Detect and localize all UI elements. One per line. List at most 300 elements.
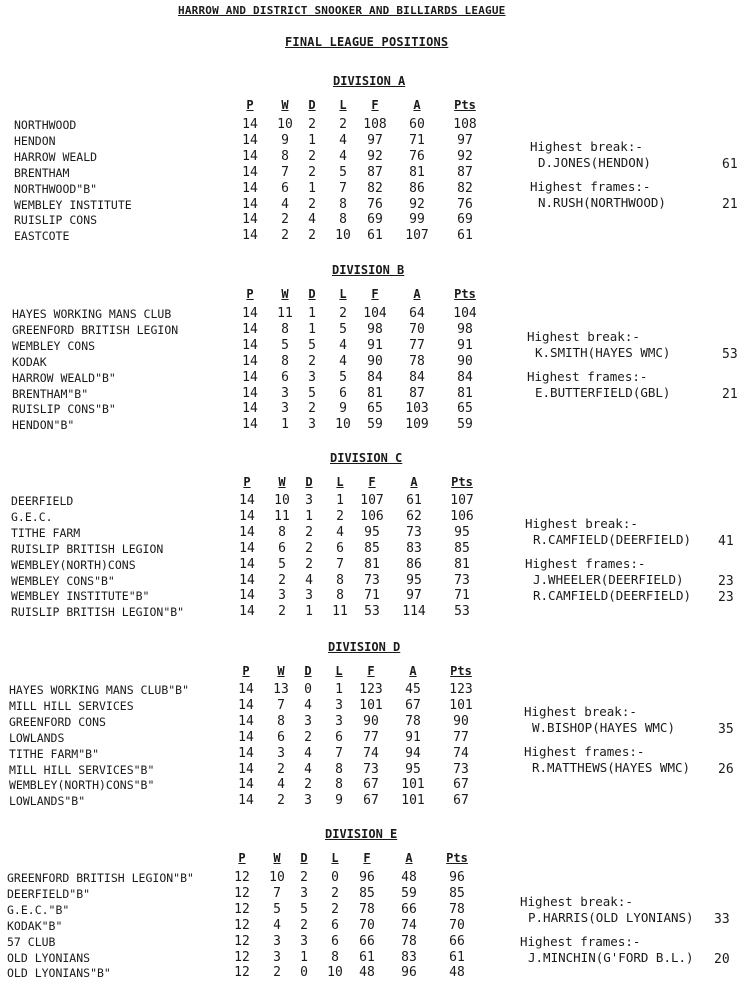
stat-f: 106	[360, 508, 384, 524]
stat-w: 9	[281, 132, 289, 148]
team-name: HAYES WORKING MANS CLUB"B"	[9, 683, 190, 697]
stat-l: 1	[335, 682, 343, 697]
stat-w: 3	[281, 401, 289, 417]
stat-w: 2	[277, 761, 285, 777]
stat-f: 53	[364, 604, 380, 620]
stat-l: 4	[339, 148, 347, 164]
stat-p: 14	[242, 417, 258, 433]
highest-break-player: D.JONES(HENDON)	[538, 155, 651, 170]
stat-a: 77	[409, 337, 425, 353]
highest-break-player: K.SMITH(HAYES WMC)	[535, 345, 671, 360]
stat-a: 61	[406, 493, 422, 508]
stat-p: 14	[239, 588, 255, 604]
highest-break-player: P.HARRIS(OLD LYONIANS)	[528, 910, 694, 925]
stat-w: 7	[281, 164, 289, 180]
stat-p: 14	[239, 604, 255, 620]
stat-f: 82	[367, 180, 383, 196]
stat-w: 4	[281, 196, 289, 212]
stat-l: 6	[336, 540, 344, 556]
team-name: HENDON"B"	[12, 418, 75, 433]
stat-l: 11	[332, 604, 348, 620]
stat-d: 4	[304, 761, 312, 777]
stat-l: 5	[339, 164, 347, 180]
stat-f: 81	[364, 556, 380, 572]
team-name: HAYES WORKING MANS CLUB	[12, 307, 172, 321]
stat-pts: 91	[457, 337, 473, 353]
stat-d: 1	[308, 180, 316, 196]
stat-l: 4	[339, 353, 347, 369]
stat-d: 1	[305, 508, 313, 524]
column-header-w: W	[281, 287, 289, 301]
stat-pts: 81	[457, 385, 473, 401]
column-header-pts: Pts	[454, 98, 476, 112]
stat-pts: 81	[454, 556, 470, 572]
team-name: 57 CLUB	[7, 934, 56, 949]
team-name: WEMBLEY CONS"B"	[11, 573, 115, 588]
stat-l: 5	[339, 369, 347, 385]
stat-pts: 85	[454, 540, 470, 556]
column-header-d: D	[305, 475, 313, 489]
stat-p: 14	[239, 572, 255, 588]
stat-pts: 106	[450, 508, 474, 524]
stat-w: 7	[273, 885, 281, 901]
stat-l: 10	[335, 417, 351, 433]
highest-frames-label: Highest frames:-	[524, 744, 645, 759]
stat-a: 66	[401, 901, 417, 917]
stat-w: 6	[281, 369, 289, 385]
column-header-d: D	[308, 287, 316, 301]
stat-l: 6	[335, 729, 343, 745]
stat-l: 8	[336, 572, 344, 588]
stat-p: 14	[242, 117, 258, 132]
stat-a: 101	[401, 777, 425, 793]
stat-l: 8	[331, 949, 339, 965]
stat-l: 8	[339, 212, 347, 228]
stat-l: 4	[336, 524, 344, 540]
stat-w: 4	[273, 917, 281, 933]
stat-f: 87	[367, 164, 383, 180]
stat-pts: 61	[449, 949, 465, 965]
stat-pts: 107	[450, 493, 474, 508]
stat-w: 2	[278, 604, 286, 620]
stat-p: 12	[234, 965, 250, 981]
stat-p: 14	[238, 682, 254, 697]
stat-p: 14	[242, 180, 258, 196]
stat-a: 73	[406, 524, 422, 540]
stat-w: 4	[277, 777, 285, 793]
highest-frames-value: 23	[718, 574, 734, 589]
stat-p: 14	[242, 212, 258, 228]
team-name: BRENTHAM	[14, 165, 70, 180]
stat-pts: 77	[453, 729, 469, 745]
column-header-l: L	[335, 664, 343, 678]
stat-pts: 67	[453, 793, 469, 809]
stat-p: 14	[239, 556, 255, 572]
stat-d: 5	[308, 337, 316, 353]
stat-a: 109	[405, 417, 429, 433]
stat-a: 103	[405, 401, 429, 417]
stat-w: 5	[278, 556, 286, 572]
stat-f: 67	[363, 793, 379, 809]
highest-frames-value: 20	[714, 952, 730, 967]
stat-l: 5	[339, 321, 347, 337]
stat-p: 14	[239, 540, 255, 556]
stat-w: 2	[278, 572, 286, 588]
stat-d: 2	[300, 870, 308, 885]
highest-break-label: Highest break:-	[530, 139, 643, 154]
stat-f: 77	[363, 729, 379, 745]
stat-pts: 85	[449, 885, 465, 901]
team-name: NORTHWOOD"B"	[14, 181, 98, 196]
team-name: WEMBLEY(NORTH)CONS	[11, 557, 136, 572]
stat-d: 2	[308, 353, 316, 369]
stat-l: 6	[331, 917, 339, 933]
stat-a: 107	[405, 228, 429, 244]
stat-a: 83	[406, 540, 422, 556]
stat-pts: 65	[457, 401, 473, 417]
highest-break-player: W.BISHOP(HAYES WMC)	[532, 720, 675, 735]
stat-d: 2	[308, 164, 316, 180]
column-header-a: A	[405, 851, 413, 865]
stat-w: 6	[277, 729, 285, 745]
stat-pts: 73	[454, 572, 470, 588]
stat-pts: 73	[453, 761, 469, 777]
team-name: G.E.C.	[11, 509, 53, 524]
stat-pts: 59	[457, 417, 473, 433]
stat-d: 0	[304, 682, 312, 697]
stat-d: 1	[300, 949, 308, 965]
highest-break-value: 35	[718, 722, 734, 737]
team-name: KODAK	[12, 354, 47, 369]
stat-a: 97	[406, 588, 422, 604]
stat-l: 2	[339, 306, 347, 321]
stat-p: 12	[234, 949, 250, 965]
stat-w: 8	[281, 148, 289, 164]
stat-l: 4	[339, 337, 347, 353]
column-header-p: P	[243, 475, 251, 489]
highest-frames-label: Highest frames:-	[527, 369, 648, 384]
team-name: RUISLIP BRITISH LEGION	[11, 541, 164, 556]
highest-break-value: 53	[722, 347, 738, 362]
stat-a: 45	[405, 682, 421, 697]
stat-f: 92	[367, 148, 383, 164]
stat-p: 14	[242, 164, 258, 180]
stat-f: 84	[367, 369, 383, 385]
stat-a: 101	[401, 793, 425, 809]
stat-l: 2	[336, 508, 344, 524]
stat-pts: 70	[449, 917, 465, 933]
stat-f: 61	[367, 228, 383, 244]
stat-p: 14	[238, 745, 254, 761]
stat-d: 3	[304, 793, 312, 809]
stat-f: 90	[367, 353, 383, 369]
team-name: RUISLIP BRITISH LEGION"B"	[11, 605, 185, 620]
column-header-f: F	[371, 98, 379, 112]
stat-p: 14	[238, 729, 254, 745]
highest-frames-value: 21	[722, 387, 738, 402]
column-header-pts: Pts	[454, 287, 476, 301]
stat-l: 8	[336, 588, 344, 604]
division-heading: DIVISION E	[325, 827, 398, 841]
stat-p: 12	[234, 870, 250, 885]
stat-d: 2	[305, 524, 313, 540]
stat-w: 3	[278, 588, 286, 604]
stat-l: 0	[331, 870, 339, 885]
stat-w: 8	[281, 353, 289, 369]
stat-w: 11	[277, 306, 293, 321]
team-name: TITHE FARM"B"	[9, 746, 100, 761]
stat-pts: 84	[457, 369, 473, 385]
stat-l: 7	[336, 556, 344, 572]
column-header-w: W	[278, 475, 286, 489]
stat-f: 66	[359, 933, 375, 949]
stat-p: 14	[238, 777, 254, 793]
stat-a: 99	[409, 212, 425, 228]
stat-d: 2	[308, 148, 316, 164]
stat-w: 3	[273, 933, 281, 949]
highest-break-value: 33	[714, 912, 730, 927]
stat-a: 91	[405, 729, 421, 745]
stat-l: 9	[339, 401, 347, 417]
highest-frames-label: Highest frames:-	[530, 179, 651, 194]
stat-f: 91	[367, 337, 383, 353]
column-header-pts: Pts	[451, 475, 473, 489]
column-header-f: F	[368, 475, 376, 489]
stat-pts: 96	[449, 870, 465, 885]
stat-d: 2	[305, 540, 313, 556]
document-title: HARROW AND DISTRICT SNOOKER AND BILLIARDS LEAGUE	[178, 4, 506, 17]
stat-p: 14	[242, 228, 258, 244]
column-header-a: A	[413, 98, 421, 112]
stat-d: 5	[308, 385, 316, 401]
stat-f: 61	[359, 949, 375, 965]
highest-frames-player: E.BUTTERFIELD(GBL)	[535, 385, 671, 400]
stat-f: 74	[363, 745, 379, 761]
stat-p: 14	[238, 793, 254, 809]
stat-f: 85	[359, 885, 375, 901]
highest-frames-player: R.MATTHEWS(HAYES WMC)	[532, 760, 691, 775]
highest-break-player: R.CAMFIELD(DEERFIELD)	[533, 532, 692, 547]
stat-f: 59	[367, 417, 383, 433]
stat-a: 95	[406, 572, 422, 588]
stat-p: 14	[242, 132, 258, 148]
stat-w: 3	[277, 745, 285, 761]
stat-a: 94	[405, 745, 421, 761]
column-header-f: F	[371, 287, 379, 301]
stat-p: 14	[242, 337, 258, 353]
stat-pts: 66	[449, 933, 465, 949]
stat-d: 3	[300, 933, 308, 949]
stat-f: 96	[359, 870, 375, 885]
team-name: DEERFIELD"B"	[7, 886, 91, 901]
team-name: HARROW WEALD"B"	[12, 370, 116, 385]
stat-a: 48	[401, 870, 417, 885]
team-name: GREENFORD BRITISH LEGION	[12, 322, 179, 337]
stat-a: 76	[409, 148, 425, 164]
team-name: G.E.C."B"	[7, 902, 70, 917]
stat-d: 2	[305, 556, 313, 572]
stat-w: 8	[277, 713, 285, 729]
stat-f: 48	[359, 965, 375, 981]
team-name: OLD LYONIANS	[7, 950, 91, 965]
stat-d: 2	[308, 228, 316, 244]
stat-p: 12	[234, 901, 250, 917]
highest-break-value: 41	[718, 534, 734, 549]
stat-w: 3	[273, 949, 281, 965]
stat-a: 67	[405, 697, 421, 713]
column-header-l: L	[339, 98, 347, 112]
column-header-d: D	[304, 664, 312, 678]
stat-a: 78	[405, 713, 421, 729]
stat-a: 83	[401, 949, 417, 965]
column-header-p: P	[242, 664, 250, 678]
column-header-a: A	[413, 287, 421, 301]
stat-l: 3	[335, 713, 343, 729]
stat-d: 5	[300, 901, 308, 917]
stat-p: 14	[242, 196, 258, 212]
team-name: KODAK"B"	[7, 918, 63, 933]
team-name: OLD LYONIANS"B"	[7, 966, 111, 981]
stat-d: 1	[305, 604, 313, 620]
stat-p: 12	[234, 885, 250, 901]
stat-pts: 95	[454, 524, 470, 540]
team-name: MILL HILL SERVICES	[9, 698, 134, 713]
column-header-l: L	[331, 851, 339, 865]
stat-a: 78	[401, 933, 417, 949]
stat-a: 84	[409, 369, 425, 385]
stat-pts: 76	[457, 196, 473, 212]
stat-a: 70	[409, 321, 425, 337]
highest-frames-value: 23	[718, 590, 734, 605]
stat-d: 4	[308, 212, 316, 228]
column-header-d: D	[308, 98, 316, 112]
stat-a: 59	[401, 885, 417, 901]
stat-d: 1	[308, 321, 316, 337]
stat-w: 7	[277, 697, 285, 713]
highest-frames-player: J.MINCHIN(G'FORD B.L.)	[528, 950, 694, 965]
highest-break-value: 61	[722, 157, 738, 172]
stat-f: 95	[364, 524, 380, 540]
stat-l: 7	[335, 745, 343, 761]
stat-l: 8	[335, 777, 343, 793]
stat-w: 2	[281, 212, 289, 228]
column-header-w: W	[273, 851, 281, 865]
stat-f: 70	[359, 917, 375, 933]
stat-l: 6	[339, 385, 347, 401]
stat-f: 67	[363, 777, 379, 793]
stat-a: 64	[409, 306, 425, 321]
stat-d: 3	[308, 369, 316, 385]
stat-d: 4	[304, 745, 312, 761]
stat-w: 1	[281, 417, 289, 433]
stat-p: 14	[239, 493, 255, 508]
stat-d: 1	[308, 132, 316, 148]
stat-l: 10	[335, 228, 351, 244]
stat-l: 10	[327, 965, 343, 981]
stat-w: 2	[273, 965, 281, 981]
highest-frames-value: 26	[718, 762, 734, 777]
team-name: GREENFORD BRITISH LEGION"B"	[7, 871, 194, 885]
stat-a: 87	[409, 385, 425, 401]
stat-f: 73	[363, 761, 379, 777]
stat-w: 2	[281, 228, 289, 244]
column-header-l: L	[339, 287, 347, 301]
stat-pts: 61	[457, 228, 473, 244]
division-heading: DIVISION C	[330, 451, 403, 465]
stat-pts: 74	[453, 745, 469, 761]
stat-p: 14	[242, 369, 258, 385]
stat-w: 6	[281, 180, 289, 196]
stat-pts: 90	[457, 353, 473, 369]
team-name: HENDON	[14, 133, 56, 148]
stat-p: 14	[242, 148, 258, 164]
column-header-pts: Pts	[446, 851, 468, 865]
team-name: MILL HILL SERVICES"B"	[9, 762, 155, 777]
stat-f: 123	[359, 682, 383, 697]
stat-d: 4	[305, 572, 313, 588]
stat-f: 69	[367, 212, 383, 228]
highest-frames-label: Highest frames:-	[520, 934, 641, 949]
stat-l: 2	[331, 885, 339, 901]
highest-break-label: Highest break:-	[527, 329, 640, 344]
team-name: WEMBLEY INSTITUTE"B"	[11, 589, 150, 604]
stat-a: 71	[409, 132, 425, 148]
team-name: LOWLANDS	[9, 730, 65, 745]
stat-f: 101	[359, 697, 383, 713]
stat-f: 65	[367, 401, 383, 417]
stat-a: 78	[409, 353, 425, 369]
team-name: TITHE FARM	[11, 525, 81, 540]
highest-break-label: Highest break:-	[520, 894, 633, 909]
stat-d: 3	[300, 885, 308, 901]
stat-p: 12	[234, 917, 250, 933]
stat-pts: 92	[457, 148, 473, 164]
stat-pts: 67	[453, 777, 469, 793]
stat-d: 3	[305, 588, 313, 604]
stat-pts: 82	[457, 180, 473, 196]
column-header-a: A	[409, 664, 417, 678]
stat-a: 96	[401, 965, 417, 981]
stat-d: 2	[308, 117, 316, 132]
stat-d: 3	[308, 417, 316, 433]
stat-pts: 71	[454, 588, 470, 604]
document-subtitle: FINAL LEAGUE POSITIONS	[285, 35, 449, 49]
column-header-pts: Pts	[450, 664, 472, 678]
stat-f: 107	[360, 493, 384, 508]
stat-l: 6	[331, 933, 339, 949]
stat-pts: 97	[457, 132, 473, 148]
stat-a: 81	[409, 164, 425, 180]
column-header-f: F	[363, 851, 371, 865]
stat-w: 5	[273, 901, 281, 917]
stat-l: 1	[336, 493, 344, 508]
column-header-d: D	[300, 851, 308, 865]
team-name: BRENTHAM"B"	[12, 386, 89, 401]
highest-frames-player: N.RUSH(NORTHWOOD)	[538, 195, 666, 210]
stat-d: 2	[304, 777, 312, 793]
stat-d: 1	[308, 306, 316, 321]
stat-a: 114	[402, 604, 426, 620]
stat-d: 2	[308, 401, 316, 417]
division-heading: DIVISION B	[332, 263, 405, 277]
team-name: EASTCOTE	[14, 229, 70, 244]
team-name: DEERFIELD	[11, 494, 74, 508]
stat-f: 78	[359, 901, 375, 917]
stat-f: 104	[363, 306, 387, 321]
stat-d: 2	[300, 917, 308, 933]
stat-w: 2	[277, 793, 285, 809]
team-name: WEMBLEY CONS	[12, 338, 96, 353]
